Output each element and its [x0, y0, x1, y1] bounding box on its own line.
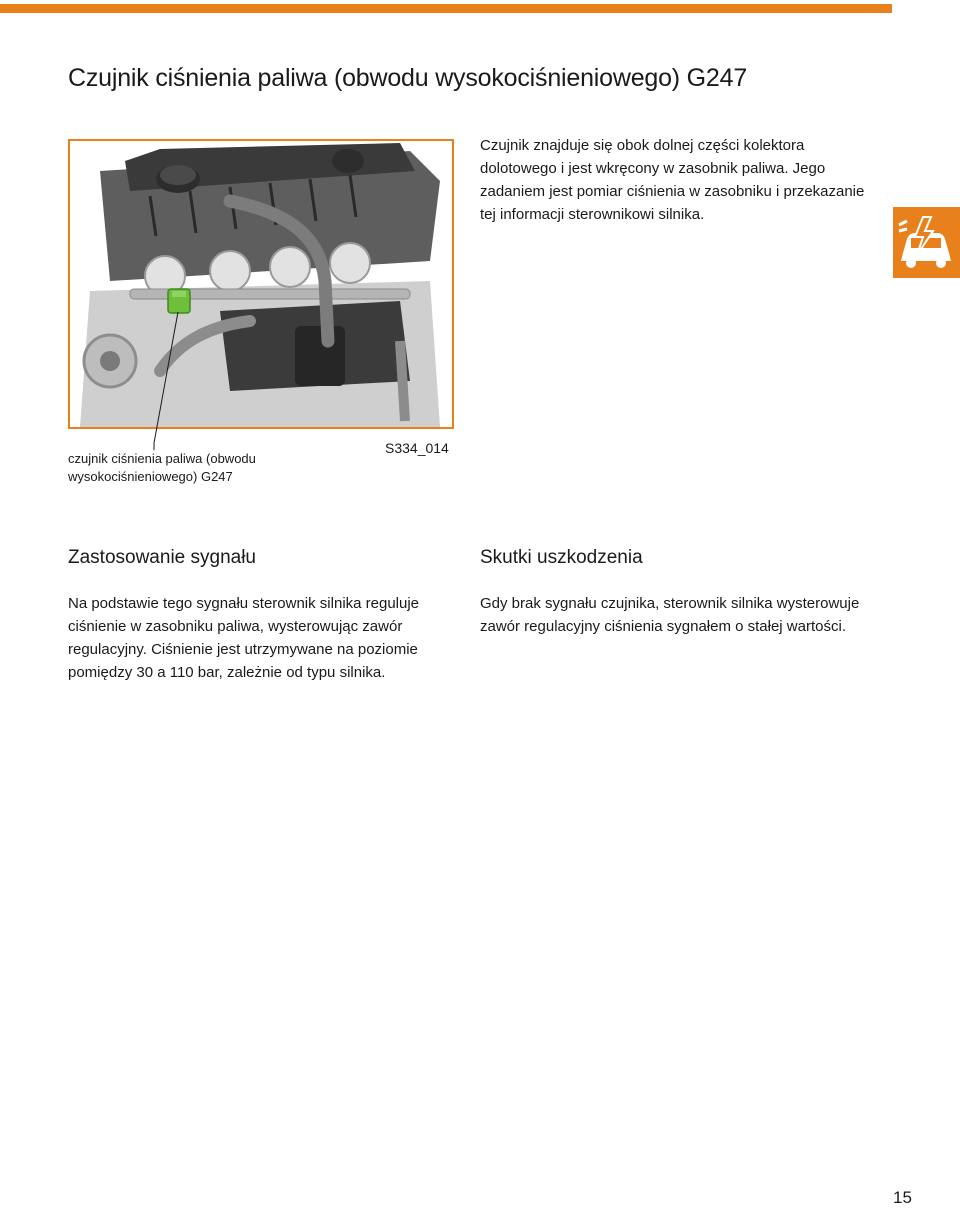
- intro-paragraph: Czujnik znajduje się obok dolnej części kolektora dolotowego i jest wkręcony w zasobnik paliwa. Jego zadaniem jest pomiar ciśnienia w zasobniku i przekazanie tej informacji sterownikowi silnika.: [480, 137, 865, 223]
- engine-illustration: [70, 141, 452, 427]
- section-heading-signal-use: Zastosowanie sygnału: [68, 547, 256, 568]
- top-accent-bar: [0, 4, 892, 13]
- page-number: 15: [893, 1188, 912, 1207]
- section-heading-failure-effects: Skutki uszkodzenia: [480, 547, 643, 568]
- section-body-signal-use: Na podstawie tego sygnału sterownik silnika reguluje ciśnienie w zasobniku paliwa, wysterowując zawór regulacyjny. Ciśnienie jest utrzymywane na poziomie pomiędzy 30 a 110 bar, zależnie od typu silnika.: [68, 595, 420, 681]
- engine-figure: [68, 139, 454, 429]
- engine-electrics-icon: [893, 207, 960, 278]
- section-body-failure-effects: Gdy brak sygnału czujnika, sterownik silnika wysterowuje zawór regulacyjny ciśnienia sygnałem o stałej wartości.: [480, 595, 860, 635]
- figure-caption: czujnik ciśnienia paliwa (obwodu wysokociśnieniowego) G247: [68, 451, 256, 484]
- page-title: Czujnik ciśnienia paliwa (obwodu wysokociśnieniowego) G247: [68, 64, 748, 92]
- figure-code: S334_014: [385, 440, 449, 456]
